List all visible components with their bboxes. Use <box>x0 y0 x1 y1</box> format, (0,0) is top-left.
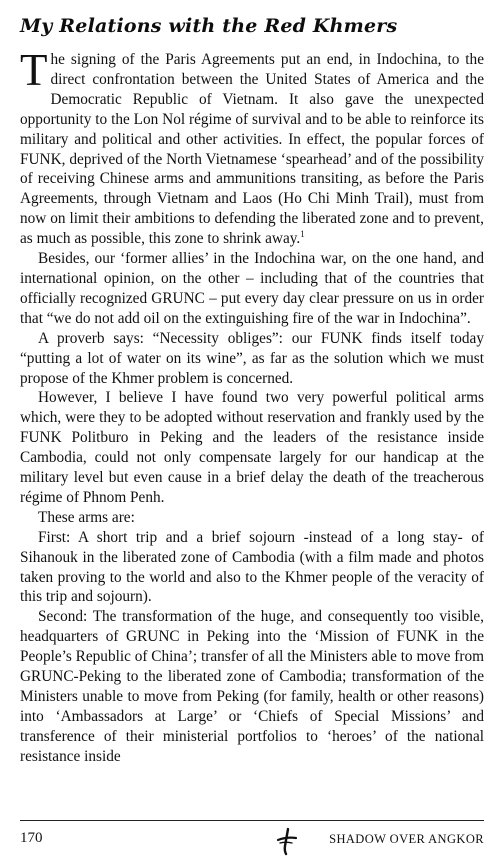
chapter-title: My Relations with the Red Khmers <box>20 15 398 37</box>
book-title: SHADOW OVER ANGKOR <box>329 832 484 846</box>
book-page <box>20 8 484 858</box>
paragraph-7: Second: The transformation of the huge, and consequently too visible, headquarters of GRUNC in Peking into the ‘Mission of FUNK in the People’s Republic of China’; transfer of all the Ministers able to move from GRUNC-Peking to the liberated zone of Cambodia; transformation of the Ministers unable to move from Peking (for family, health or other reasons) into ‘Ambassadors at Large’ or ‘Chiefs of Special Missions’ and transference of their ministerial portfolios to ‘heroes’ of the national resistance inside <box>20 608 484 765</box>
page-footer <box>20 826 484 856</box>
footnote-marker[interactable]: 1 <box>300 229 305 240</box>
paragraph-2: Besides, our ‘former allies’ in the Indochina war, on the one hand, and international opinion, on the other – including that of the countries that officially recognized GRUNC – put every day clear pressure on us in order that “we do not add oil on the extinguishing fire of the war in Indochina”. <box>20 250 484 327</box>
ornament-icon <box>276 826 298 856</box>
paragraph-4: However, I believe I have found two very powerful political arms which, were they to be adopted without reservation and frankly used by the FUNK Politburo in Peking and the leaders of the resistance inside Cambodia, could not only compensate largely for our handicap at the military level but even cause in a brief delay the death of the treacherous régime of Phnom Penh. <box>20 389 484 506</box>
paragraph-6: First: A short trip and a brief sojourn -instead of a long stay- of Sihanouk in the liberated zone of Cambodia (with a film made and photos taken proving to the world and also to the Khmer people of the veracity of this trip and sojourn). <box>20 528 484 606</box>
footer-rule <box>20 820 484 821</box>
paragraph-1-text: he signing of the Paris Agreements put an end, in Indochina, to the direct confrontation between the United States of America and the Democratic Republic of Vietnam. It also gave the unexpected opportunity to the Lon Nol régime of survival and to be able to reinforce its military and political and other activities. In effect, the popular forces of FUNK, deprived of the North Vietnamese ‘spearhead’ and of the possibility of receiving Chinese arms and ammunitions transiting, as before the Paris Agreements, through Vietnam and Laos (Ho Chi Minh Trail), must from now on limit their ambitions to defending the liberated zone and to prevent, as much as possible, this zone to shrink away. <box>20 51 484 248</box>
paragraph-3: A proverb says: “Necessity obliges”: our FUNK finds itself today “putting a lot of water on its wine”, as far as the solution which we must propose of the Khmer problem is concerned. <box>20 329 484 387</box>
body-text <box>20 45 484 767</box>
page-number: 170 <box>20 830 43 846</box>
paragraph-1 <box>20 45 484 249</box>
paragraph-5: These arms are: <box>38 508 135 526</box>
drop-cap: T <box>20 45 48 95</box>
